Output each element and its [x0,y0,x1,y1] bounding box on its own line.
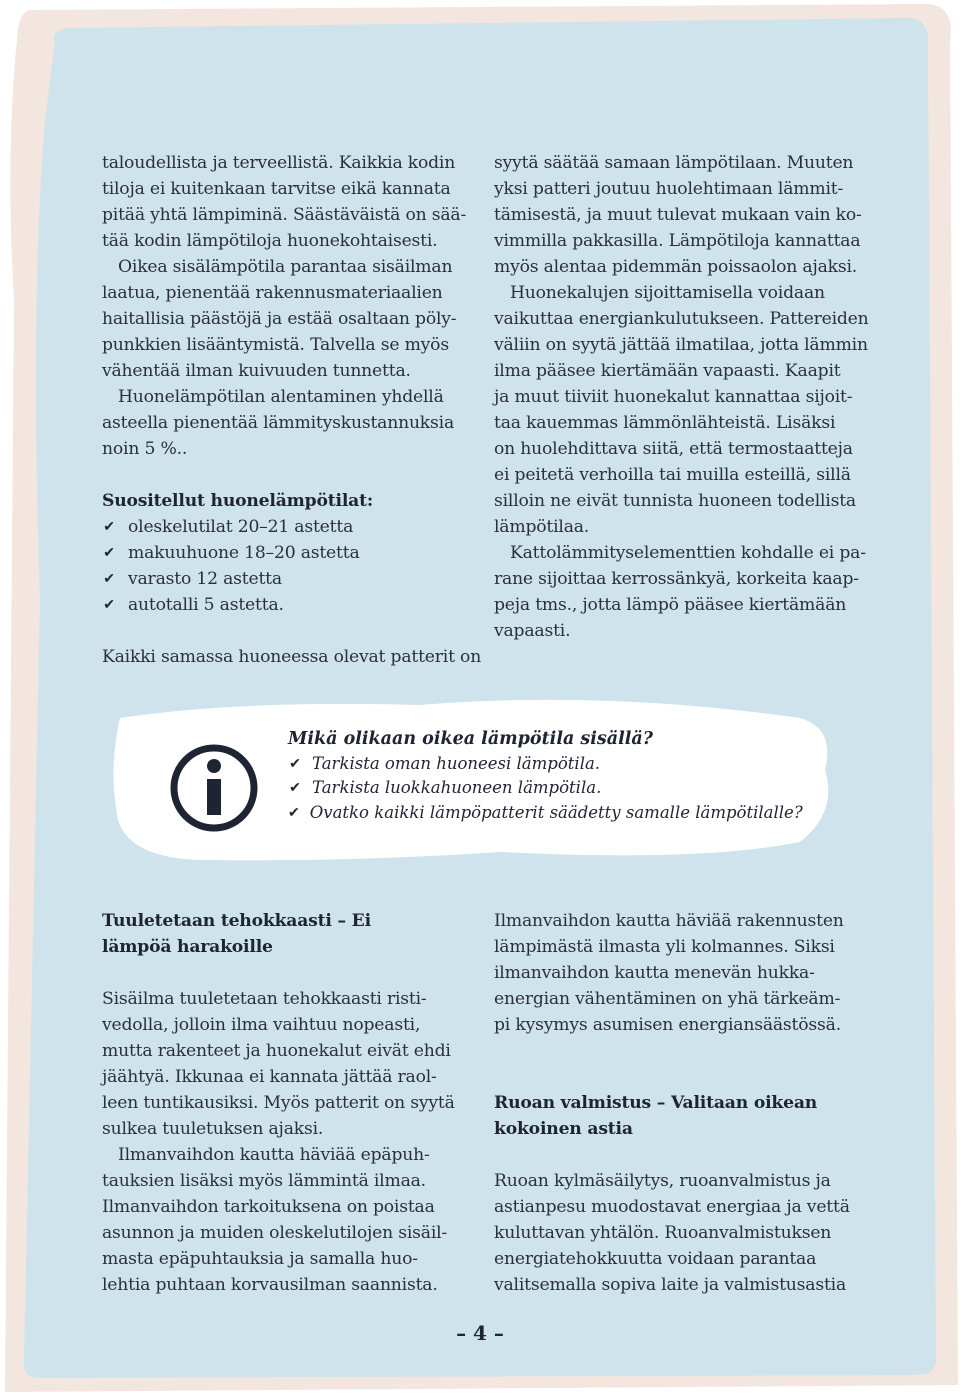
recommended-heading: Suositellut huonelämpötilat: [102,491,373,511]
text-line: pi kysymys asumisen energiansäästössä. [494,1015,841,1035]
text-line: vaikuttaa energiankulutukseen. Pattereiden [494,309,869,329]
list-item [288,776,768,801]
text-line: tää kodin lämpötiloja huonekohtaisesti. [102,231,438,251]
text-line: myös alentaa pidemmän poissaolon ajaksi. [494,257,858,277]
list-item [288,752,768,777]
text-line: energian vähentäminen on yhä tärkeäm- [494,989,841,1009]
text-line: Huonekalujen sijoittamisella voidaan [510,283,825,303]
text-line: lämpimästä ilmasta yli kolmannes. Siksi [494,937,835,957]
text-line: tauksien lisäksi myös lämmintä ilmaa. [102,1171,426,1191]
check-icon: ✔ [289,755,301,772]
text-line: vimmilla pakkasilla. Lämpötiloja kannattaa [494,231,861,251]
text-line: taa kauemmas lämmönlähteistä. Lisäksi [494,413,836,433]
text-line: vähentää ilman kuivuuden tunnetta. [102,361,411,381]
text-line: mutta rakenteet ja huonekalut eivät ehdi [102,1041,451,1061]
list-item [102,540,482,566]
bottom-left-column [102,908,482,1298]
text-line: laatua, pienentää rakennusmateriaalien [102,283,443,303]
text-line: tämisestä, ja muut tulevat mukaan vain ko- [494,205,862,225]
list-item-label: Tarkista oman huoneesi lämpötila. [312,753,601,773]
text-line: asteella pienentää lämmityskustannuksia [102,413,454,433]
text-line: leen tuntikausiksi. Myös patterit on syytä [102,1093,455,1113]
check-icon: ✔ [103,519,115,535]
list-item-label: oleskelutilat 20–21 astetta [128,517,354,537]
info-title: Mikä olikaan oikea lämpötila sisällä? [288,729,653,749]
text-line: yksi patteri joutuu huolehtimaan lämmit- [494,179,844,199]
text-line: vedolla, jolloin ilma vaihtuu nopeasti, [102,1015,421,1035]
list-item [102,566,482,592]
section-heading: Ruoan valmistus – Valitaan oikean [494,1093,818,1113]
text-line: vapaasti. [494,621,571,641]
check-icon: ✔ [103,571,115,587]
text-line: Ilmanvaihdon kautta häviää epäpuh- [118,1145,430,1165]
text-line: silloin ne eivät tunnista huoneen todellista [494,491,856,511]
text-line: ei peitetä verhoilla tai muilla esteillä, sillä [494,465,851,485]
text-line: taloudellista ja terveellistä. Kaikkia kodin [102,153,456,173]
section-heading: kokoinen astia [494,1119,633,1139]
text-line: energiatehokkuutta voidaan parantaa [494,1249,817,1269]
text-line: tiloja ei kuitenkaan tarvitse eikä kannata [102,179,451,199]
text-line: asunnon ja muiden oleskelutilojen sisäil- [102,1223,448,1243]
text-line: ilma pääsee kiertämään vapaasti. Kaapit [494,361,841,381]
list-item-label: Tarkista luokkahuoneen lämpötila. [312,778,602,797]
text-line: rane sijoittaa kerrossänkyä, korkeita kaap- [494,569,859,589]
text-line: masta epäpuhtauksia ja samalla huo- [102,1249,418,1269]
text-line: Kaikki samassa huoneessa olevat patterit on [102,647,482,667]
bottom-right-column [494,908,874,1298]
text-line: noin 5 %.. [102,439,188,459]
text-line: Kattolämmityselementtien kohdalle ei pa- [510,543,866,563]
section-heading: lämpöä harakoille [102,937,273,957]
text-line: Ilmanvaihdon tarkoituksena on poistaa [102,1197,435,1217]
list-item [102,514,482,540]
check-icon: ✔ [103,545,115,561]
text-line: Oikea sisälämpötila parantaa sisäilman [118,257,453,277]
check-icon: ✔ [289,780,301,796]
text-line: väliin on syytä jättää ilmatilaa, jotta lämmin [494,335,868,355]
text-line: pitää yhtä lämpiminä. Säästäväistä on sää- [102,205,467,225]
text-line: on huolehdittava siitä, että termostaatteja [494,439,853,459]
text-line: kuluttavan yhtälön. Ruoanvalmistuksen [494,1223,832,1243]
text-line: punkkien lisääntymistä. Talvella se myös [102,335,449,355]
text-line: valitsemalla sopiva laite ja valmistusastia [494,1275,846,1295]
text-line: haitallisia päästöjä ja estää osaltaan pöly- [102,309,457,329]
list-item-label: varasto 12 astetta [128,569,282,589]
top-right-column [494,150,874,644]
text-line: peja tms., jotta lämpö pääsee kiertämään [494,595,847,615]
text-line: lehtia puhtaan korvausilman saannista. [102,1275,438,1295]
text-line: ja muut tiiviit huonekalut kannattaa sijoit- [494,387,853,407]
text-line: astianpesu muodostavat energiaa ja vettä [494,1197,850,1217]
info-icon [168,742,260,834]
text-line: sulkea tuuletuksen ajaksi. [102,1119,324,1139]
text-line: Ilmanvaihdon kautta häviää rakennusten [494,911,844,931]
list-item-label: autotalli 5 astetta. [128,595,284,615]
info-box [288,727,803,825]
check-icon: ✔ [288,804,300,821]
check-icon: ✔ [103,597,115,613]
text-line: Ruoan kylmäsäilytys, ruoanvalmistus ja [494,1171,831,1191]
text-line: syytä säätää samaan lämpötilaan. Muuten [494,153,854,173]
text-line: ilmanvaihdon kautta menevän hukka- [494,963,815,983]
section-heading: Tuuletetaan tehokkaasti – Ei [102,911,371,931]
list-item [288,801,803,826]
text-line: jäähtyä. Ikkunaa ei kannata jättää raol- [102,1067,437,1087]
top-left-column [102,150,482,670]
list-item-label: Ovatko kaikki lämpöpatterit säädetty samalle lämpötilalle? [309,802,803,822]
text-line: lämpötilaa. [494,517,590,537]
page-number: – 4 – [456,1321,504,1345]
list-item-label: makuuhuone 18–20 astetta [128,543,360,563]
text-line: Sisäilma tuuletetaan tehokkaasti risti- [102,989,427,1009]
list-item [102,592,482,618]
text-line: Huonelämpötilan alentaminen yhdellä [118,387,444,407]
